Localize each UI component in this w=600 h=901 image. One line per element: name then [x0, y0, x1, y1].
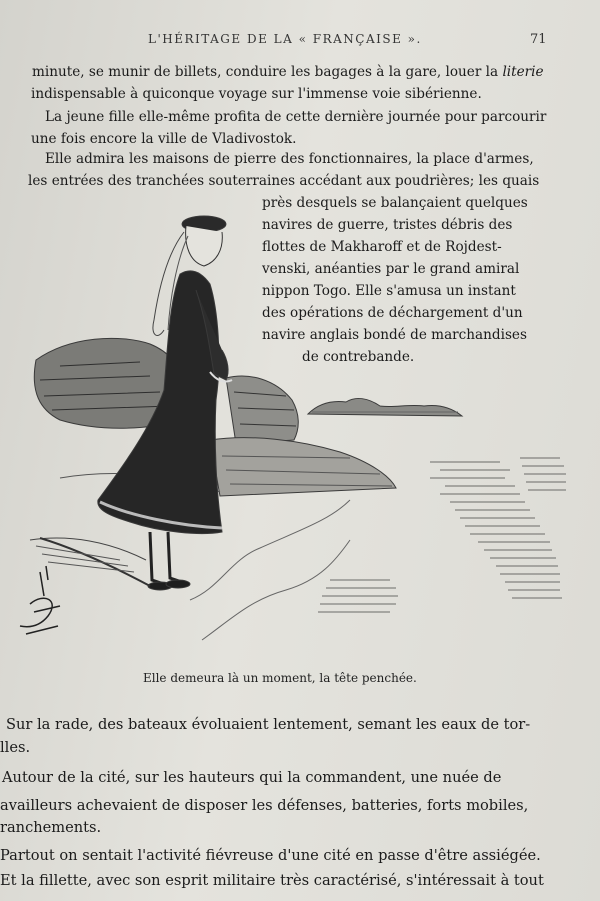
text-line: Elle admira les maisons de pierre des fonctionnaires, la place d'armes,	[45, 151, 534, 167]
text-line: Et la fillette, avec son esprit militaire très caractérisé, s'intéressait à tout	[0, 872, 544, 889]
running-title: L'HÉRITAGE DE LA « FRANÇAISE ».	[148, 32, 422, 46]
text-line: flottes de Makharoff et de Rojdest-	[262, 239, 502, 255]
page-number: 71	[530, 32, 547, 47]
text-line: nippon Togo. Elle s'amusa un instant	[262, 283, 516, 299]
text-line: navire anglais bondé de marchandises	[262, 327, 527, 343]
text-line: les entrées des tranchées souterraines accédant aux poudrières; les quais	[28, 173, 540, 189]
italic-word: literie	[502, 64, 544, 80]
text-line: de contrebande.	[302, 349, 415, 365]
text-line: Autour de la cité, sur les hauteurs qui la commandent, une nuée de	[2, 769, 502, 786]
text-line: ranchements.	[0, 819, 102, 836]
text-line: La jeune fille elle-même profita de cette dernière journée pour parcourir	[45, 109, 547, 125]
text-line: minute, se munir de billets, conduire les bagages à la gare, louer la literie	[32, 64, 544, 80]
text-line: navires de guerre, tristes débris des	[262, 217, 513, 233]
text-line: Partout on sentait l'activité fiévreuse d'une cité en passe d'être assiégée.	[0, 847, 541, 864]
engraving-illustration	[0, 212, 600, 672]
text-line: availleurs achevaient de disposer les défenses, batteries, forts mobiles,	[0, 797, 529, 814]
text-line: une fois encore la ville de Vladivostok.	[31, 131, 297, 147]
figure-caption: Elle demeura là un moment, la tête penchée.	[143, 671, 417, 685]
text-line: lles.	[0, 739, 31, 756]
text-line: indispensable à quiconque voyage sur l'immense voie sibérienne.	[31, 86, 482, 102]
text-line: venski, anéanties par le grand amiral	[262, 261, 520, 277]
text-line: Sur la rade, des bateaux évoluaient lentement, semant les eaux de tor-	[6, 716, 531, 733]
text-line: des opérations de déchargement d'un	[262, 305, 523, 321]
text-line: près desquels se balançaient quelques	[262, 195, 528, 211]
